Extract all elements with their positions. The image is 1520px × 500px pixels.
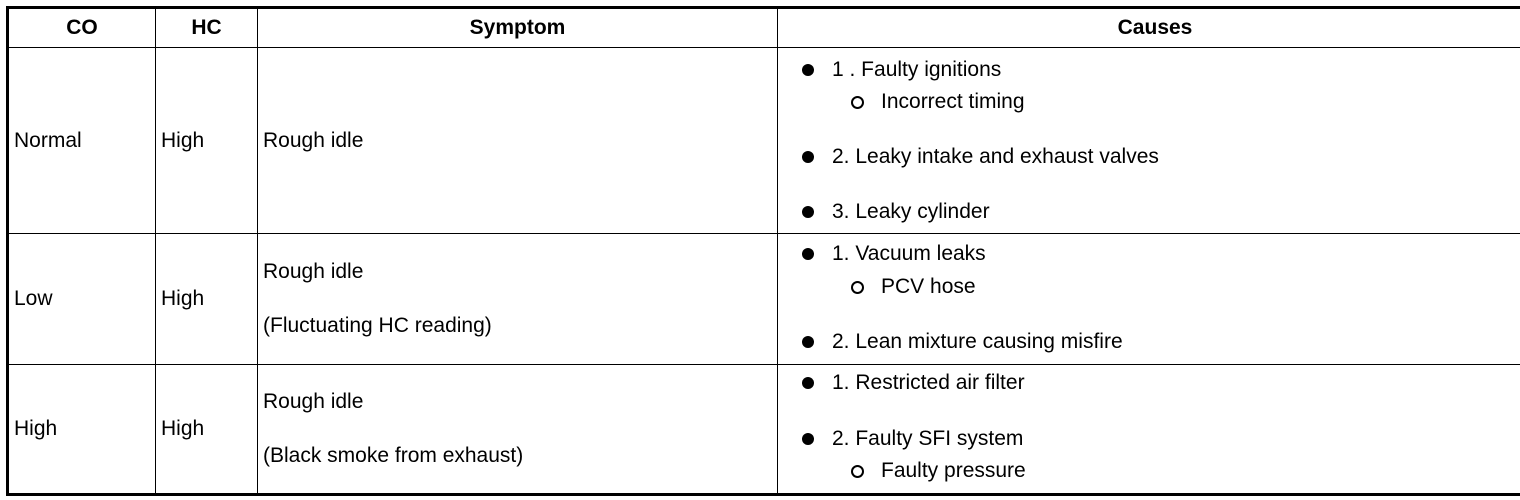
- symptom-cell: [258, 48, 778, 234]
- cause-text: Incorrect timing: [881, 90, 1025, 113]
- col-header-hc: HC: [156, 8, 258, 48]
- cause-text: 2. Lean mixture causing misfire: [832, 330, 1123, 353]
- causes-cell: [778, 48, 1520, 234]
- co-value: High: [14, 417, 58, 440]
- header-row: [8, 8, 1520, 48]
- col-header-co: CO: [8, 8, 156, 48]
- cause-text: Faulty pressure: [881, 459, 1026, 482]
- diagnosis-table: [6, 6, 1520, 496]
- cause-item: [778, 427, 1023, 451]
- causes-list: [778, 365, 1520, 493]
- symptom-line: Rough idle: [263, 128, 364, 152]
- cause-text: 1. Vacuum leaks: [832, 242, 986, 265]
- cause-item: [778, 330, 1123, 354]
- cause-item: [778, 58, 1001, 82]
- cause-item: [778, 371, 1025, 395]
- col-header-causes: Causes: [778, 8, 1520, 48]
- table-row: [8, 365, 1520, 495]
- causes-cell: [778, 234, 1520, 365]
- bullet-icon: [802, 433, 814, 445]
- bullet-icon: [802, 336, 814, 348]
- sub-bullet-icon: [851, 281, 864, 294]
- symptom-cell: [258, 234, 778, 365]
- symptom-line: Rough idle: [263, 260, 364, 283]
- hc-cell: [156, 48, 258, 234]
- hc-value: High: [161, 417, 205, 440]
- symptom-line: (Black smoke from exhaust): [263, 444, 524, 467]
- bullet-icon: [802, 248, 814, 260]
- bullet-icon: [802, 64, 814, 76]
- cause-subitem: [778, 90, 1025, 114]
- cause-subitem: [778, 459, 1026, 483]
- cause-item: [778, 242, 986, 266]
- cause-text: 2. Leaky intake and exhaust valves: [832, 145, 1159, 168]
- cause-text: 1 . Faulty ignitions: [832, 58, 1002, 81]
- causes-list: [778, 234, 1520, 364]
- causes-cell: [778, 365, 1520, 495]
- hc-value: High: [161, 128, 205, 152]
- sub-bullet-icon: [851, 96, 864, 109]
- bullet-icon: [802, 377, 814, 389]
- co-value: Normal: [14, 128, 82, 152]
- hc-value: High: [161, 287, 205, 310]
- sub-bullet-icon: [851, 465, 864, 478]
- cause-text: 3. Leaky cylinder: [832, 200, 990, 223]
- cause-item: [778, 145, 1159, 169]
- table-row: [8, 234, 1520, 365]
- cause-subitem: [778, 275, 976, 299]
- co-cell: [8, 48, 156, 234]
- symptom-line: Rough idle: [263, 390, 364, 413]
- table-row: [8, 48, 1520, 234]
- co-value: Low: [14, 287, 53, 310]
- cause-text: PCV hose: [881, 275, 976, 298]
- bullet-icon: [802, 206, 814, 218]
- symptom-line: (Fluctuating HC reading): [263, 314, 492, 337]
- hc-cell: [156, 365, 258, 495]
- co-cell: [8, 365, 156, 495]
- bullet-icon: [802, 151, 814, 163]
- symptom-cell: [258, 365, 778, 495]
- hc-cell: [156, 234, 258, 365]
- cause-text: 1. Restricted air filter: [832, 371, 1025, 394]
- causes-list: [778, 48, 1520, 233]
- cause-text: 2. Faulty SFI system: [832, 427, 1024, 450]
- cause-item: [778, 200, 990, 224]
- co-cell: [8, 234, 156, 365]
- col-header-symptom: Symptom: [258, 8, 778, 48]
- table-header: [8, 8, 1520, 48]
